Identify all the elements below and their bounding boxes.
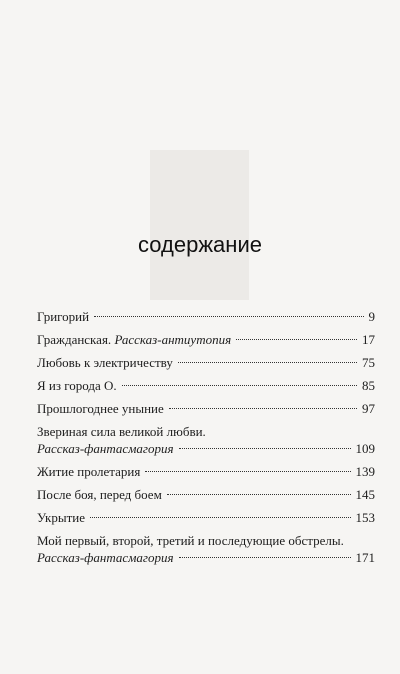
toc-entry <box>37 354 375 371</box>
toc-page-number: 85 <box>362 378 375 393</box>
dot-leader <box>179 557 351 558</box>
toc-entry <box>37 486 375 503</box>
dot-leader <box>94 316 363 317</box>
toc-page-number: 75 <box>362 355 375 370</box>
toc-page-number: 171 <box>355 550 375 565</box>
dot-leader <box>236 339 357 340</box>
page-title: содержание <box>138 232 262 257</box>
toc-entry-subtitle: Рассказ-фантасмагория <box>37 441 174 456</box>
toc-entry-title: Укрытие <box>37 510 86 525</box>
toc-page-number: 153 <box>355 510 375 525</box>
toc-entry-title: Мой первый, второй, третий и последующие обстрелы. <box>37 533 344 548</box>
toc-entry <box>37 400 375 417</box>
toc-page-number: 109 <box>355 441 375 456</box>
toc-page-number: 17 <box>362 332 375 347</box>
dot-leader <box>167 494 351 495</box>
toc-entry-subtitle: Рассказ-фантасмагория <box>37 550 174 565</box>
dot-leader <box>178 362 357 363</box>
toc-page-number: 97 <box>362 401 375 416</box>
toc-entry-title: Любовь к электричеству <box>37 355 173 370</box>
dot-leader <box>169 408 357 409</box>
toc-page-number: 145 <box>355 487 375 502</box>
toc-entry-title: Гражданская. <box>37 332 112 347</box>
toc-entry-title: Прошлогоднее уныние <box>37 401 164 416</box>
dot-leader <box>179 448 351 449</box>
toc-entry <box>37 423 375 457</box>
toc-page-number: 139 <box>355 464 375 479</box>
dot-leader <box>90 517 350 518</box>
toc-entry <box>37 377 375 394</box>
toc-entry-title: Звериная сила великой любви. <box>37 424 206 439</box>
bleed-through-image <box>150 150 249 300</box>
toc-entry-title: После боя, перед боем <box>37 487 162 502</box>
toc-entry <box>37 509 375 526</box>
toc-entry <box>37 308 375 325</box>
toc-entry-title: Я из города О. <box>37 378 117 393</box>
dot-leader <box>122 385 357 386</box>
toc-entry-title: Житие пролетария <box>37 464 141 479</box>
toc-entry-subtitle: Рассказ-антиутопия <box>114 332 232 347</box>
toc-entry-title: Григорий <box>37 309 90 324</box>
dot-leader <box>145 471 350 472</box>
toc-entry <box>37 532 375 566</box>
toc-entry <box>37 331 375 348</box>
toc-page-number: 9 <box>368 309 375 324</box>
toc-entry <box>37 463 375 480</box>
